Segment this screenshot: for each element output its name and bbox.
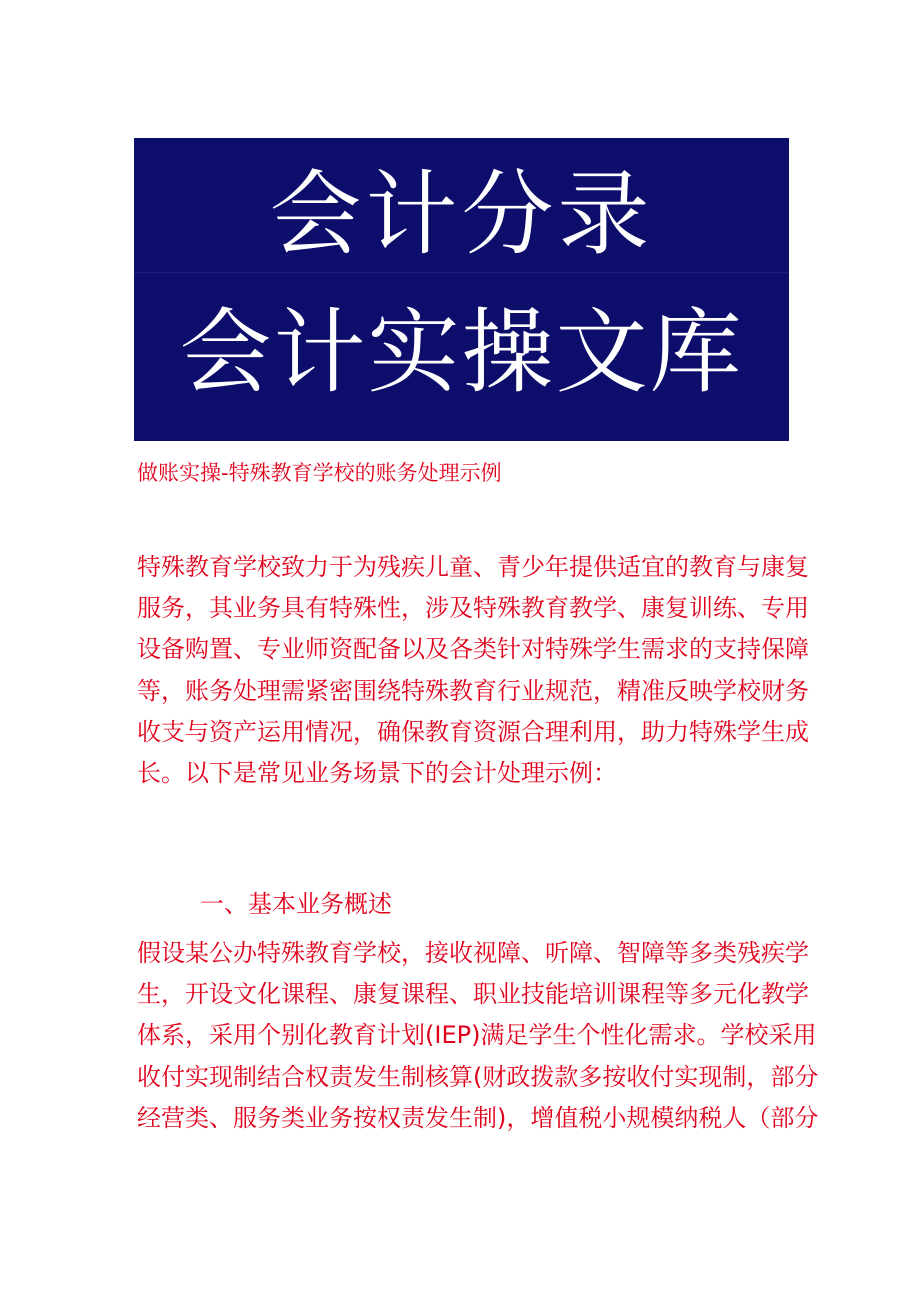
section-line: 收付实现制结合权责发生制核算(财政拨款多按收付实现制，部分 [137, 1062, 819, 1091]
intro-line: 等，账务处理需紧密围绕特殊教育行业规范，精准反映学校财务 [137, 676, 809, 705]
intro-line: 长。以下是常见业务场景下的会计处理示例： [137, 759, 617, 788]
intro-line: 设备购置、专业师资配备以及各类针对特殊学生需求的支持保障 [137, 635, 809, 664]
banner-title-line-1: 会计分录 [269, 161, 654, 268]
section-line: 体系，采用个别化教育计划(IEP)满足学生个性化需求。学校采用 [137, 1021, 817, 1050]
intro-line: 服务，其业务具有特殊性，涉及特殊教育教学、康复训练、专用 [137, 594, 809, 623]
title-banner [134, 138, 789, 441]
banner-title-line-2: 会计实操文库 [179, 299, 744, 406]
section-paragraph [137, 933, 819, 1139]
section-line: 假设某公办特殊教育学校，接收视障、听障、智障等多类残疾学 [137, 939, 809, 967]
intro-line: 收支与资产运用情况，确保教育资源合理利用，助力特殊学生成 [137, 717, 809, 746]
document-subtitle: 做账实操-特殊教育学校的账务处理示例 [137, 461, 502, 485]
section-heading: 一、基本业务概述 [200, 890, 392, 918]
section-line: 经营类、服务类业务按权责发生制)，增值税小规模纳税人（部分 [137, 1103, 819, 1132]
banner-divider [134, 272, 789, 273]
intro-paragraph [137, 547, 809, 794]
intro-line: 特殊教育学校致力于为残疾儿童、青少年提供适宜的教育与康复 [137, 553, 809, 581]
section-line: 生，开设文化课程、康复课程、职业技能培训课程等多元化教学 [137, 980, 809, 1009]
